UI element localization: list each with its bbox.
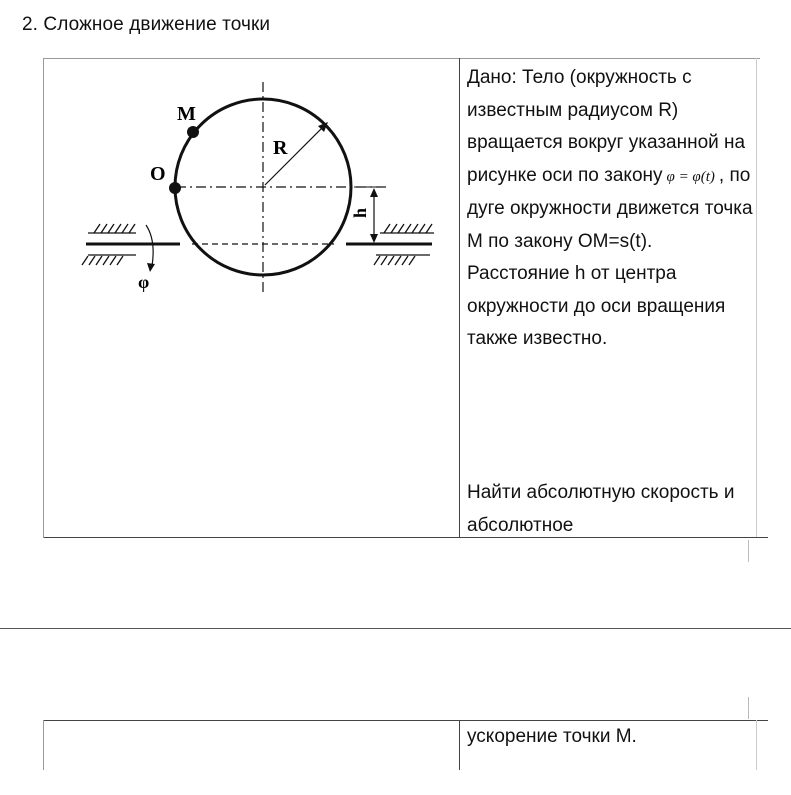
table-top-border-2 (44, 720, 768, 721)
given-text-block (467, 62, 759, 356)
table-top-border (44, 58, 760, 59)
table-column-divider-2 (459, 720, 460, 770)
mechanism-diagram (44, 60, 460, 360)
table-left-border-2 (43, 720, 44, 770)
label-R: R (273, 137, 288, 159)
given-text-before: Дано: Тело (окружность с известным радиусом R) вращается вокруг указанной на рисунке оси по закону (467, 67, 746, 186)
table-right-border-2 (756, 720, 757, 770)
point-O (169, 182, 181, 194)
label-phi: φ (138, 272, 150, 292)
find-text-continuation: ускорение точки М. (467, 726, 637, 747)
find-text-block (467, 477, 759, 542)
phi-arrowhead (147, 263, 155, 272)
find-text-page1: Найти абсолютную скорость и абсолютное (467, 482, 735, 536)
given-formula: φ = φ(t) (666, 168, 715, 185)
page-break-line (0, 628, 791, 629)
label-M: M (177, 103, 196, 125)
given-text-after: , по дуге окружности движется точка М по закону ОМ=s(t). Расстояние h от центра окружности до оси вращения также известно. (467, 164, 753, 349)
h-arrow-bottom (370, 234, 378, 243)
page-corner-mark-2 (748, 697, 749, 719)
h-arrow-top (370, 188, 378, 197)
page-corner-mark (748, 540, 749, 562)
label-h: h (350, 207, 370, 218)
point-M (187, 126, 199, 138)
section-heading: 2. Сложное движение точки (22, 14, 271, 35)
label-O: O (150, 163, 166, 185)
